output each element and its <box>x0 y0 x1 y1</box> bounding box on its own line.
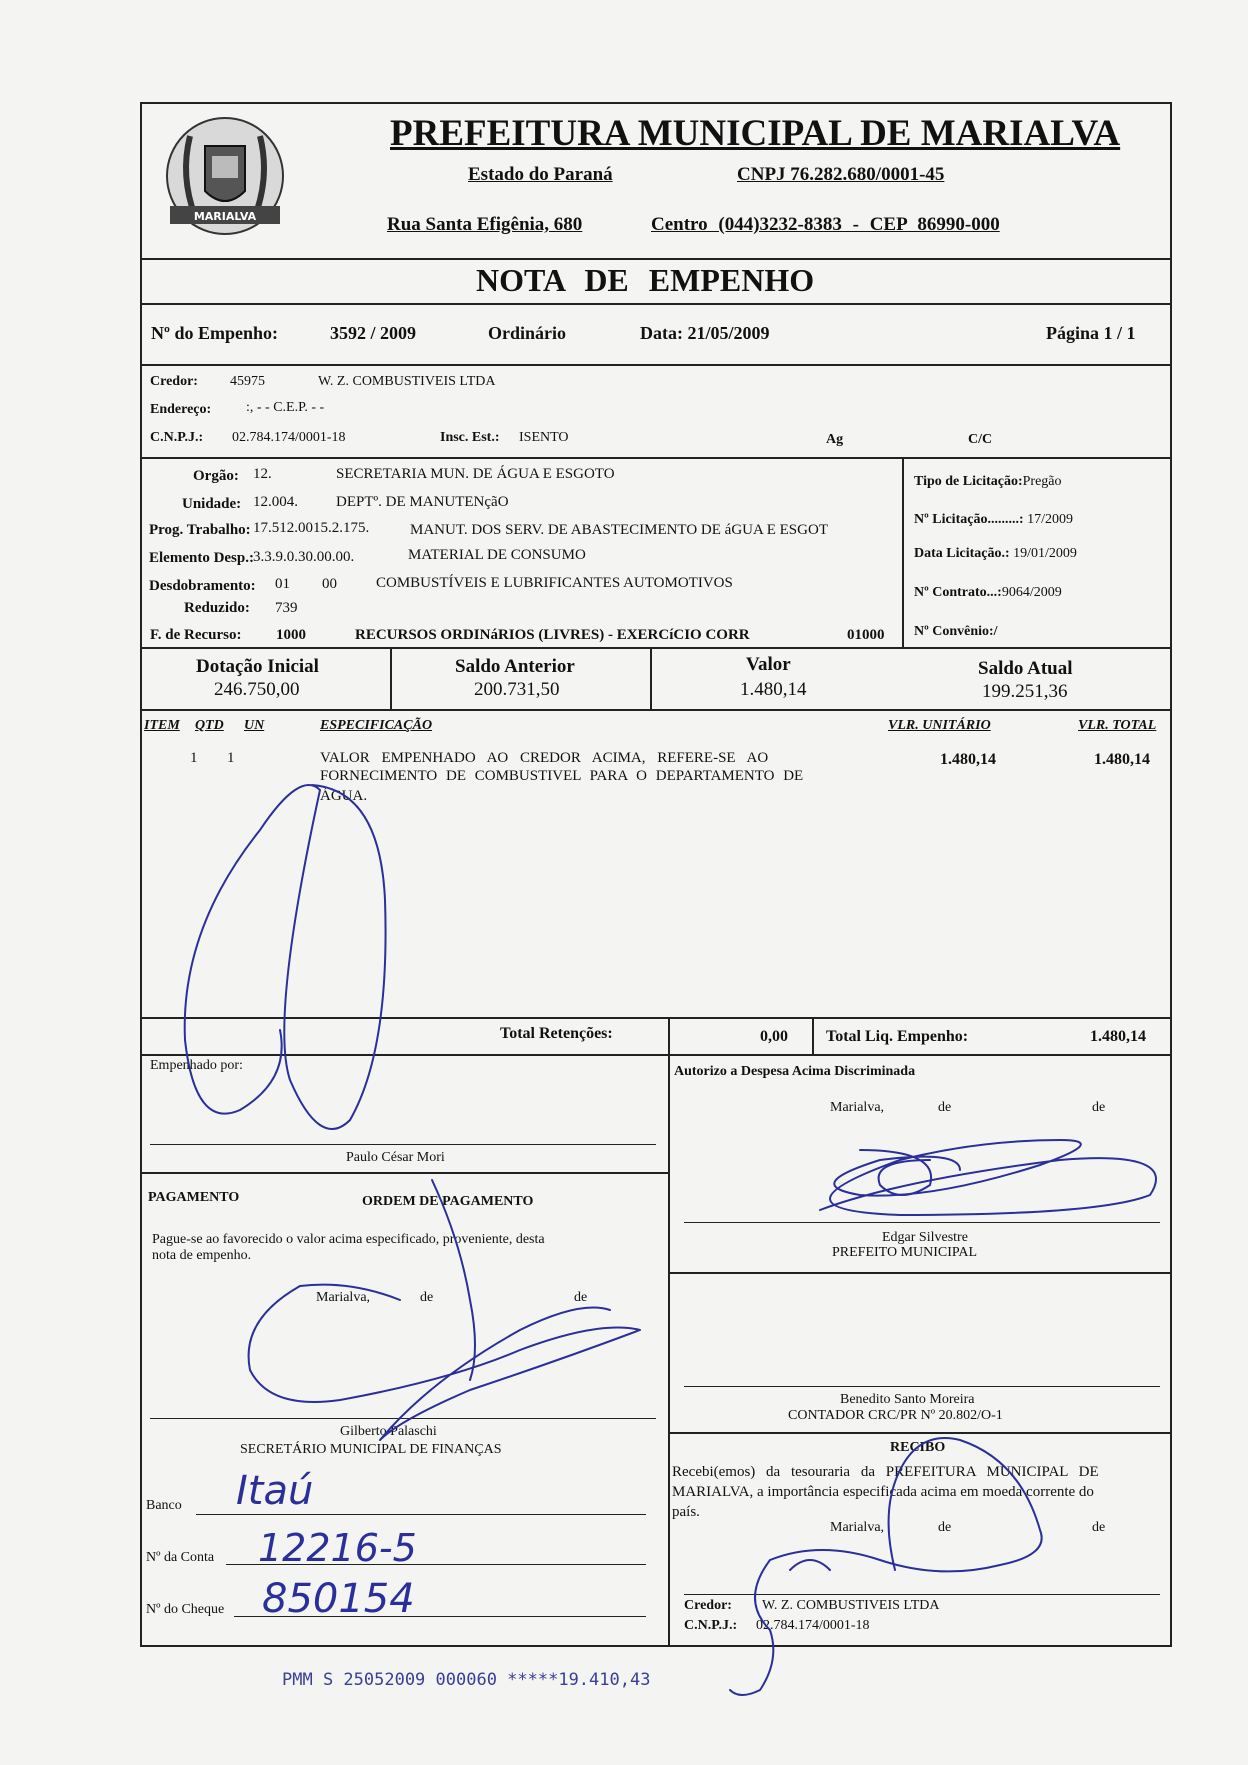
divider <box>668 1272 1172 1274</box>
pagamento-text-line2: nota de empenho. <box>152 1248 252 1263</box>
signature-line <box>150 1144 656 1145</box>
divider <box>650 647 652 709</box>
banco-handwritten: Itaú <box>236 1468 314 1514</box>
municipality-cnpj: CNPJ 76.282.680/0001-45 <box>737 164 945 185</box>
signature-line <box>684 1222 1160 1223</box>
coat-of-arms-seal <box>150 106 300 256</box>
dotacao-inicial-label: Dotação Inicial <box>196 656 319 677</box>
orgao-label: Orgão: <box>193 468 239 484</box>
prog-label: Prog. Trabalho: <box>149 522 251 538</box>
reduzido-label: Reduzido: <box>184 600 250 616</box>
valor-value: 1.480,14 <box>740 679 807 700</box>
insc-label: Insc. Est.: <box>440 430 500 445</box>
licitacao-numero-label: Nº Licitação.........: 17/2009 <box>914 512 1073 527</box>
unidade-code: 12.004. <box>253 494 298 510</box>
divider <box>140 1172 668 1174</box>
divider <box>140 303 1172 305</box>
recurso-code: 1000 <box>276 627 306 643</box>
saldo-atual-label: Saldo Atual <box>978 658 1073 679</box>
address-details: Centro (044)3232-8383 - CEP 86990-000 <box>651 214 1000 235</box>
conta-handwritten: 12216-5 <box>258 1526 417 1570</box>
licitacao-data-label: Data Licitação.: 19/01/2009 <box>914 546 1077 561</box>
licitacao-tipo-label: Tipo de Licitação:Pregão <box>914 474 1062 489</box>
empenhado-name: Paulo César Mori <box>346 1150 445 1165</box>
prefeito-role: PREFEITO MUNICIPAL <box>832 1245 978 1260</box>
col-qtd-header: QTD <box>195 718 224 733</box>
pagamento-text-line1: Pague-se ao favorecido o valor acima especificado, proveniente, desta <box>152 1232 545 1247</box>
credor-code: 45975 <box>230 374 265 389</box>
divider <box>812 1017 814 1054</box>
empenhado-label: Empenhado por: <box>150 1058 243 1073</box>
recibo-cnpj-label: C.N.P.J.: <box>684 1618 738 1633</box>
divider <box>390 647 392 709</box>
col-un-header: UN <box>244 718 265 733</box>
insc-value: ISENTO <box>519 430 569 445</box>
valor-label: Valor <box>746 654 791 675</box>
payment-stamp: PMM S 25052009 000060 *****19.410,43 <box>282 1670 651 1690</box>
credor-name: W. Z. COMBUSTIVEIS LTDA <box>318 374 496 389</box>
divider <box>140 457 1172 459</box>
divider <box>140 709 1172 711</box>
signature-line <box>684 1386 1160 1387</box>
saldo-atual-value: 199.251,36 <box>982 681 1068 702</box>
empenho-number: 3592 / 2009 <box>330 323 417 343</box>
elemento-name: MATERIAL DE CONSUMO <box>408 547 586 563</box>
col-item-header: ITEM <box>144 718 180 733</box>
desdobramento-name: COMBUSTÍVEIS E LUBRIFICANTES AUTOMOTIVOS <box>376 575 733 591</box>
divider <box>140 1054 1172 1056</box>
secretario-role: SECRETÁRIO MUNICIPAL DE FINANÇAS <box>240 1442 502 1457</box>
contador-role: CONTADOR CRC/PR Nº 20.802/O-1 <box>788 1408 1003 1423</box>
unidade-label: Unidade: <box>182 496 242 512</box>
total-liq-value: 1.480,14 <box>1090 1028 1146 1045</box>
divider <box>140 1017 1172 1019</box>
orgao-name: SECRETARIA MUN. DE ÁGUA E ESGOTO <box>336 466 615 482</box>
recibo-credor-name: W. Z. COMBUSTIVEIS LTDA <box>762 1598 940 1613</box>
recibo-de2: de <box>1092 1520 1106 1535</box>
contrato-label: Nº Contrato...:9064/2009 <box>914 585 1062 600</box>
divider <box>140 364 1172 366</box>
desdobramento-label: Desdobramento: <box>149 578 256 594</box>
dotacao-inicial-value: 246.750,00 <box>214 679 300 700</box>
conta-label: Nº da Conta <box>146 1550 215 1565</box>
elemento-code: 3.3.9.0.30.00.00. <box>253 549 355 565</box>
item-total-value: 1.480,14 <box>1094 751 1150 768</box>
saldo-anterior-value: 200.731,50 <box>474 679 560 700</box>
empenho-type: Ordinário <box>488 323 567 343</box>
item-description-line2: FORNECIMENTO DE COMBUSTIVEL PARA O DEPARTAMENTO DE <box>320 768 804 784</box>
endereco-value: :, - - C.E.P. - - <box>246 400 325 415</box>
recurso-label: F. de Recurso: <box>150 627 242 643</box>
autorizo-de1: de <box>938 1100 952 1115</box>
page-indicator: Página 1 / 1 <box>1046 323 1136 343</box>
divider <box>902 457 904 647</box>
cheque-handwritten: 850154 <box>262 1576 415 1622</box>
prefeito-name: Edgar Silvestre <box>882 1230 968 1245</box>
pagamento-de2: de <box>574 1290 588 1305</box>
signature-line <box>684 1594 1160 1595</box>
pagamento-city: Marialva, <box>316 1290 371 1305</box>
recibo-text-line2: MARIALVA, a importância especificada acima em moeda corrente do <box>672 1484 1094 1500</box>
recibo-text-line1: Recebi(emos) da tesouraria da PREFEITURA MUNICIPAL DE <box>672 1464 1099 1480</box>
autorizo-city: Marialva, <box>830 1100 885 1115</box>
divider <box>140 258 1172 260</box>
desdobramento-b: 00 <box>322 576 337 592</box>
prog-name: MANUT. DOS SERV. DE ABASTECIMENTO DE áGUA E ESGOT <box>410 522 828 538</box>
prog-code: 17.512.0015.2.175. <box>253 520 370 536</box>
signature-line <box>150 1418 656 1419</box>
cc-label: C/C <box>968 432 993 447</box>
credor-cnpj: 02.784.174/0001-18 <box>232 430 346 445</box>
endereco-label: Endereço: <box>150 402 212 417</box>
autorizo-label: Autorizo a Despesa Acima Discriminada <box>674 1064 916 1079</box>
recibo-text-line3: país. <box>672 1504 700 1520</box>
recibo-city: Marialva, <box>830 1520 885 1535</box>
divider <box>140 647 1172 649</box>
col-espec-header: ESPECIFICAÇÃO <box>320 718 433 733</box>
recibo-de1: de <box>938 1520 952 1535</box>
cheque-label: Nº do Cheque <box>146 1602 225 1617</box>
convenio-label: Nº Convênio:/ <box>914 624 998 639</box>
ag-label: Ag <box>826 432 844 447</box>
banco-label: Banco <box>146 1498 182 1513</box>
total-liq-label: Total Liq. Empenho: <box>826 1028 969 1045</box>
item-description-line1: VALOR EMPENHADO AO CREDOR ACIMA, REFERE-SE AO <box>320 750 769 766</box>
cnpj-label: C.N.P.J.: <box>150 430 204 445</box>
recibo-credor-label: Credor: <box>684 1598 732 1613</box>
autorizo-de2: de <box>1092 1100 1106 1115</box>
elemento-label: Elemento Desp.: <box>149 550 254 566</box>
municipality-title: PREFEITURA MUNICIPAL DE MARIALVA <box>390 113 1121 154</box>
document-title: NOTA DE EMPENHO <box>476 262 815 298</box>
ordem-pagamento-label: ORDEM DE PAGAMENTO <box>362 1194 534 1209</box>
orgao-code: 12. <box>253 466 272 482</box>
empenho-number-label: Nº do Empenho: <box>151 323 278 343</box>
item-number: 1 <box>190 750 198 766</box>
divider <box>668 1054 670 1647</box>
empenho-date: Data: 21/05/2009 <box>640 323 770 343</box>
divider <box>668 1432 1172 1434</box>
state-name: Estado do Paraná <box>468 164 613 185</box>
street-address: Rua Santa Efigênia, 680 <box>387 214 583 235</box>
banco-line <box>196 1514 646 1515</box>
recibo-cnpj: 02.784.174/0001-18 <box>756 1618 870 1633</box>
total-retencoes-value: 0,00 <box>760 1028 788 1045</box>
item-description-line3: ÁGUA. <box>320 788 368 804</box>
credor-label: Credor: <box>150 374 198 389</box>
desdobramento-a: 01 <box>275 576 290 592</box>
item-qtd: 1 <box>227 750 235 766</box>
recurso-name: RECURSOS ORDINáRIOS (LIVRES) - EXERCíCIO CORR <box>355 627 750 643</box>
divider <box>668 1017 670 1054</box>
pagamento-label: PAGAMENTO <box>148 1190 240 1205</box>
recurso-code2: 01000 <box>847 627 885 643</box>
svg-text:MARIALVA: MARIALVA <box>193 210 257 223</box>
contador-name: Benedito Santo Moreira <box>840 1392 975 1407</box>
unidade-name: DEPTº. DE MANUTENçãO <box>336 494 509 510</box>
pagamento-de1: de <box>420 1290 434 1305</box>
secretario-name: Gilberto Palaschi <box>340 1424 437 1439</box>
item-unit-value: 1.480,14 <box>940 751 996 768</box>
total-retencoes-label: Total Retenções: <box>500 1025 613 1042</box>
col-total-header: VLR. TOTAL <box>1078 718 1157 733</box>
reduzido-value: 739 <box>275 600 298 616</box>
saldo-anterior-label: Saldo Anterior <box>455 656 575 677</box>
recibo-title: RECIBO <box>890 1440 946 1455</box>
col-unit-header: VLR. UNITÁRIO <box>888 718 991 733</box>
